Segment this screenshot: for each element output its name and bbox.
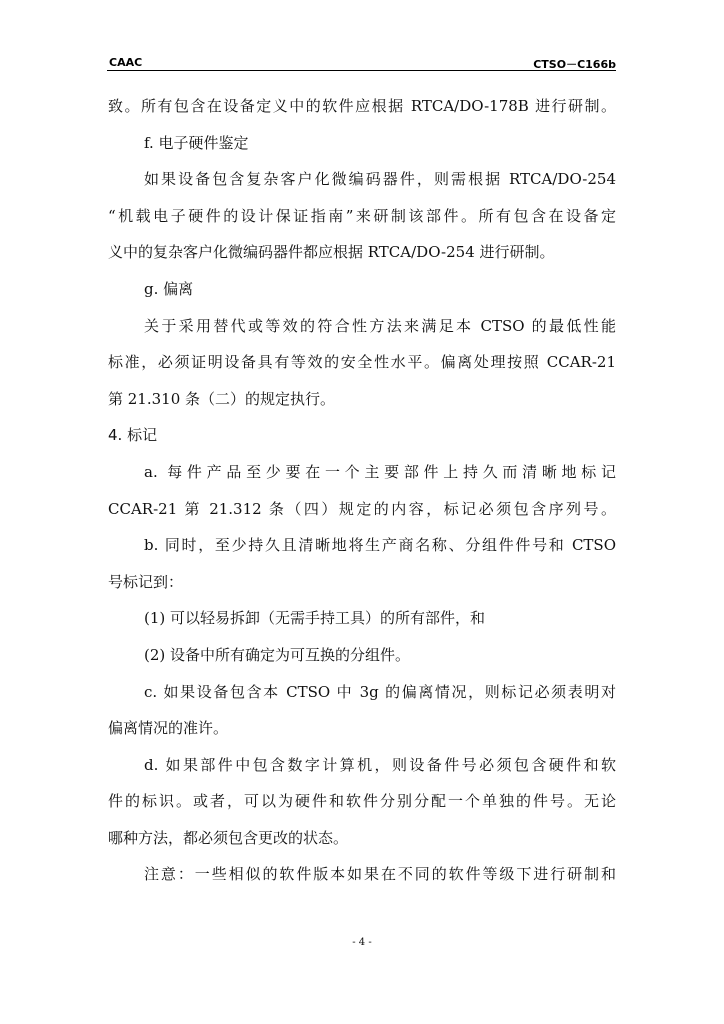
paragraph-line: 标准，必须证明设备具有等效的安全性水平。偏离处理按照 CCAR-21 xyxy=(108,353,616,372)
page-header xyxy=(107,50,616,70)
header-rule xyxy=(107,70,616,71)
list-item: (2) 设备中所有确定为可互换的分组件。 xyxy=(144,645,411,664)
section-heading-f: f. 电子硬件鉴定 xyxy=(144,133,249,152)
paragraph-line: 致。所有包含在设备定义中的软件应根据 RTCA/DO-178B 进行研制。 xyxy=(108,97,616,115)
page-body xyxy=(108,88,616,893)
paragraph-line: “机载电子硬件的设计保证指南”来研制该部件。所有包含在设备定 xyxy=(108,206,616,225)
section-heading-4: 4. 标记 xyxy=(108,426,158,445)
paragraph-line: b. 同时，至少持久且清晰地将生产商名称、分组件件号和 CTSO xyxy=(144,536,616,555)
paragraph-line: 偏离情况的准许。 xyxy=(108,719,229,738)
paragraph-line: a. 每件产品至少要在一个主要部件上持久而清晰地标记 xyxy=(144,462,616,481)
header-doc-number: CTSO－C166b xyxy=(533,58,616,71)
paragraph-line: d. 如果部件中包含数字计算机，则设备件号必须包含硬件和软 xyxy=(144,755,616,774)
paragraph-line: CCAR-21 第 21.312 条（四）规定的内容，标记必须包含序列号。 xyxy=(108,499,616,518)
page-number: - 4 - xyxy=(352,937,372,948)
paragraph-line: 号标记到： xyxy=(108,572,184,591)
paragraph-line: 如果设备包含复杂客户化微编码器件，则需根据 RTCA/DO-254 xyxy=(144,170,616,189)
paragraph-line: 第 21.310 条（二）的规定执行。 xyxy=(108,389,336,408)
paragraph-line: 哪种方法，都必须包含更改的状态。 xyxy=(108,828,349,847)
section-heading-g: g. 偏离 xyxy=(144,279,194,298)
paragraph-line: 件的标识。或者，可以为硬件和软件分别分配一个单独的件号。无论 xyxy=(108,792,616,811)
paragraph-line: 注意：一些相似的软件版本如果在不同的软件等级下进行研制和 xyxy=(144,865,616,884)
list-item: (1) 可以轻易拆卸（无需手持工具）的所有部件，和 xyxy=(144,609,486,628)
paragraph-line: 义中的复杂客户化微编码器件都应根据 RTCA/DO-254 进行研制。 xyxy=(108,243,555,262)
paragraph-line: c. 如果设备包含本 CTSO 中 3g 的偏离情况，则标记必须表明对 xyxy=(144,682,616,701)
paragraph-line: 关于采用替代或等效的符合性方法来满足本 CTSO 的最低性能 xyxy=(144,316,616,335)
header-org: CAAC xyxy=(109,56,143,69)
